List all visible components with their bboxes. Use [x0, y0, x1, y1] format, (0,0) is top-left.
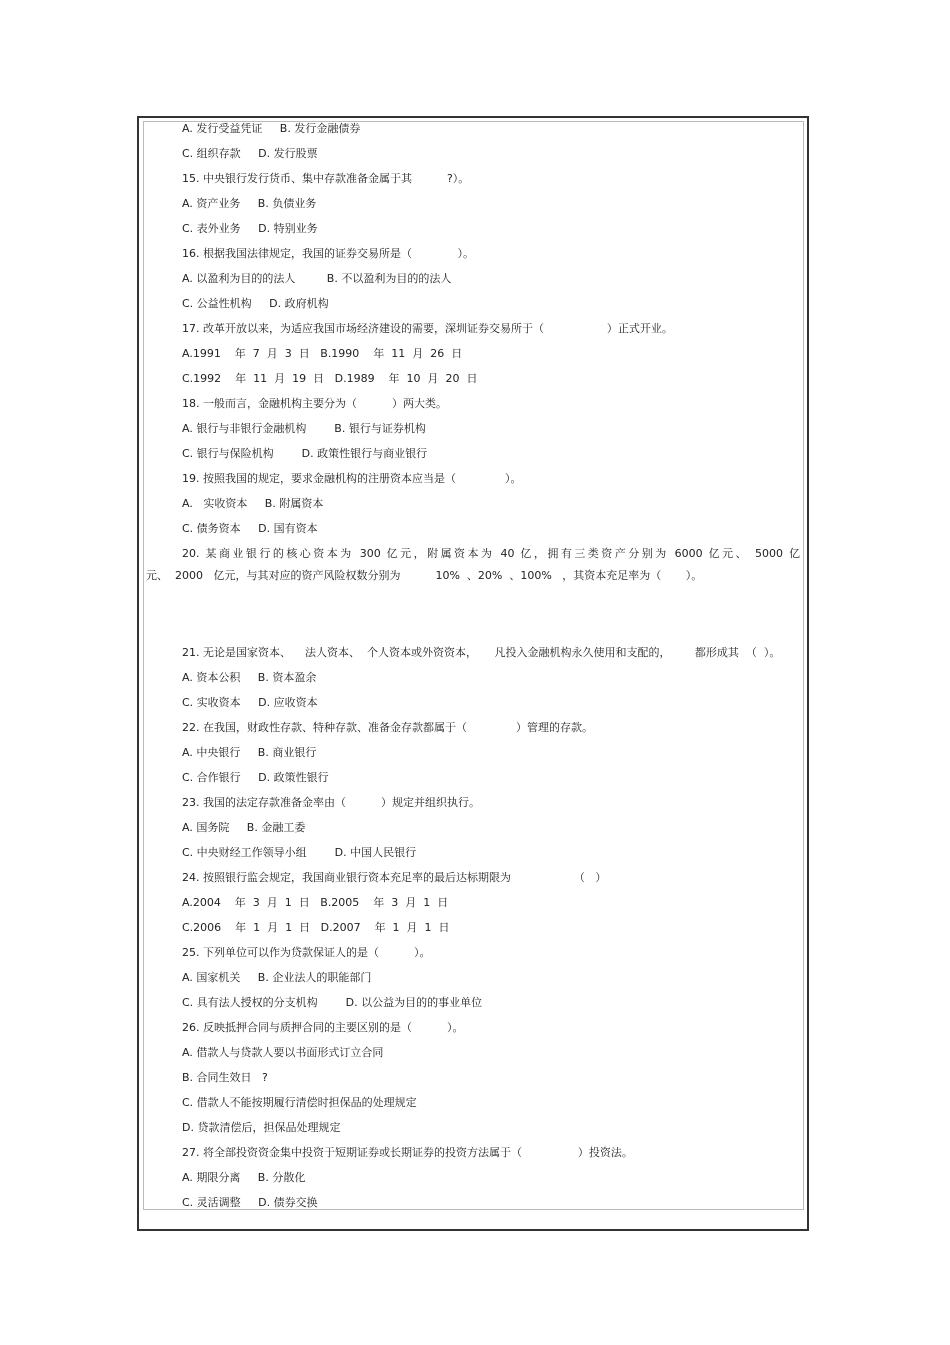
q16-options-ab: A. 以盈利为目的的法人 B. 不以盈利为目的的法人	[182, 272, 452, 285]
q22-options-cd: C. 合作银行 D. 政策性银行	[182, 771, 329, 784]
q14-options-cd: C. 组织存款 D. 发行股票	[182, 147, 318, 160]
q17-options-cd: C.1992 年 11 月 19 日 D.1989 年 10 月 20 日	[182, 372, 478, 385]
q17-question: 17. 改革开放以来，为适应我国市场经济建设的需要，深圳证券交易所于（ ）正式开业。	[182, 322, 673, 335]
q23-options-ab: A. 国务院 B. 金融工委	[182, 821, 306, 834]
q25-options-cd: C. 具有法人授权的分支机构 D. 以公益为目的的事业单位	[182, 996, 483, 1009]
q26-question: 26. 反映抵押合同与质押合同的主要区别的是（ ）。	[182, 1021, 464, 1034]
q23-question: 23. 我国的法定存款准备金率由（ ）规定并组织执行。	[182, 796, 480, 809]
q23-options-cd: C. 中央财经工作领导小组 D. 中国人民银行	[182, 846, 417, 859]
q19-options-ab: A. 实收资本 B. 附属资本	[182, 497, 324, 510]
q26-option-a: A. 借款人与贷款人要以书面形式订立合同	[182, 1046, 384, 1059]
q22-options-ab: A. 中央银行 B. 商业银行	[182, 746, 317, 759]
q20-question-line1: 20. 某商业银行的核心资本为 300 亿元，附属资本为 40 亿，拥有三类资产分别为 6000 亿元、 5000 亿	[182, 547, 800, 560]
q27-options-cd: C. 灵活调整 D. 债券交换	[182, 1196, 318, 1209]
q25-question: 25. 下列单位可以作为贷款保证人的是（ ）。	[182, 946, 431, 959]
q14-options-ab: A. 发行受益凭证 B. 发行金融债券	[182, 122, 361, 135]
q24-options-ab: A.2004 年 3 月 1 日 B.2005 年 3 月 1 日	[182, 896, 449, 909]
q15-question: 15. 中央银行发行货币、集中存款准备金属于其 ?）。	[182, 172, 470, 185]
q21-options-ab: A. 资本公积 B. 资本盈余	[182, 671, 317, 684]
q16-question: 16. 根据我国法律规定，我国的证券交易所是（ ）。	[182, 247, 474, 260]
q16-options-cd: C. 公益性机构 D. 政府机构	[182, 297, 329, 310]
q20-question-line2: 元、 2000 亿元，与其对应的资产风险权数分别为 10% 、20% 、100% ，其资本充足率为（ ）。	[146, 569, 703, 582]
q22-question: 22. 在我国，财政性存款、特种存款、准备金存款都属于（ ）管理的存款。	[182, 721, 593, 734]
q21-question: 21. 无论是国家资本、 法人资本、 个人资本或外资资本， 凡投入金融机构永久使用和支配的， 都形成其 （ ）。	[182, 646, 781, 659]
q27-options-ab: A. 期限分离 B. 分散化	[182, 1171, 306, 1184]
q26-option-b: B. 合同生效日 ?	[182, 1071, 268, 1084]
q27-question: 27. 将全部投资资金集中投资于短期证券或长期证券的投资方法属于（ ）投资法。	[182, 1146, 633, 1159]
q19-question: 19. 按照我国的规定，要求金融机构的注册资本应当是（ ）。	[182, 472, 522, 485]
q24-options-cd: C.2006 年 1 月 1 日 D.2007 年 1 月 1 日	[182, 921, 450, 934]
q24-question: 24. 按照银行监会规定，我国商业银行资本充足率的最后达标期限为 （ ）	[182, 871, 607, 884]
q15-options-cd: C. 表外业务 D. 特别业务	[182, 222, 318, 235]
q19-options-cd: C. 债务资本 D. 国有资本	[182, 522, 318, 535]
q26-option-d: D. 贷款清偿后，担保品处理规定	[182, 1121, 341, 1134]
q18-options-cd: C. 银行与保险机构 D. 政策性银行与商业银行	[182, 447, 428, 460]
q18-question: 18. 一般而言，金融机构主要分为（ ）两大类。	[182, 397, 447, 410]
q26-option-c: C. 借款人不能按期履行清偿时担保品的处理规定	[182, 1096, 417, 1109]
q15-options-ab: A. 资产业务 B. 负债业务	[182, 197, 317, 210]
q25-options-ab: A. 国家机关 B. 企业法人的职能部门	[182, 971, 372, 984]
q18-options-ab: A. 银行与非银行金融机构 B. 银行与证券机构	[182, 422, 426, 435]
q21-options-cd: C. 实收资本 D. 应收资本	[182, 696, 318, 709]
q17-options-ab: A.1991 年 7 月 3 日 B.1990 年 11 月 26 日	[182, 347, 463, 360]
